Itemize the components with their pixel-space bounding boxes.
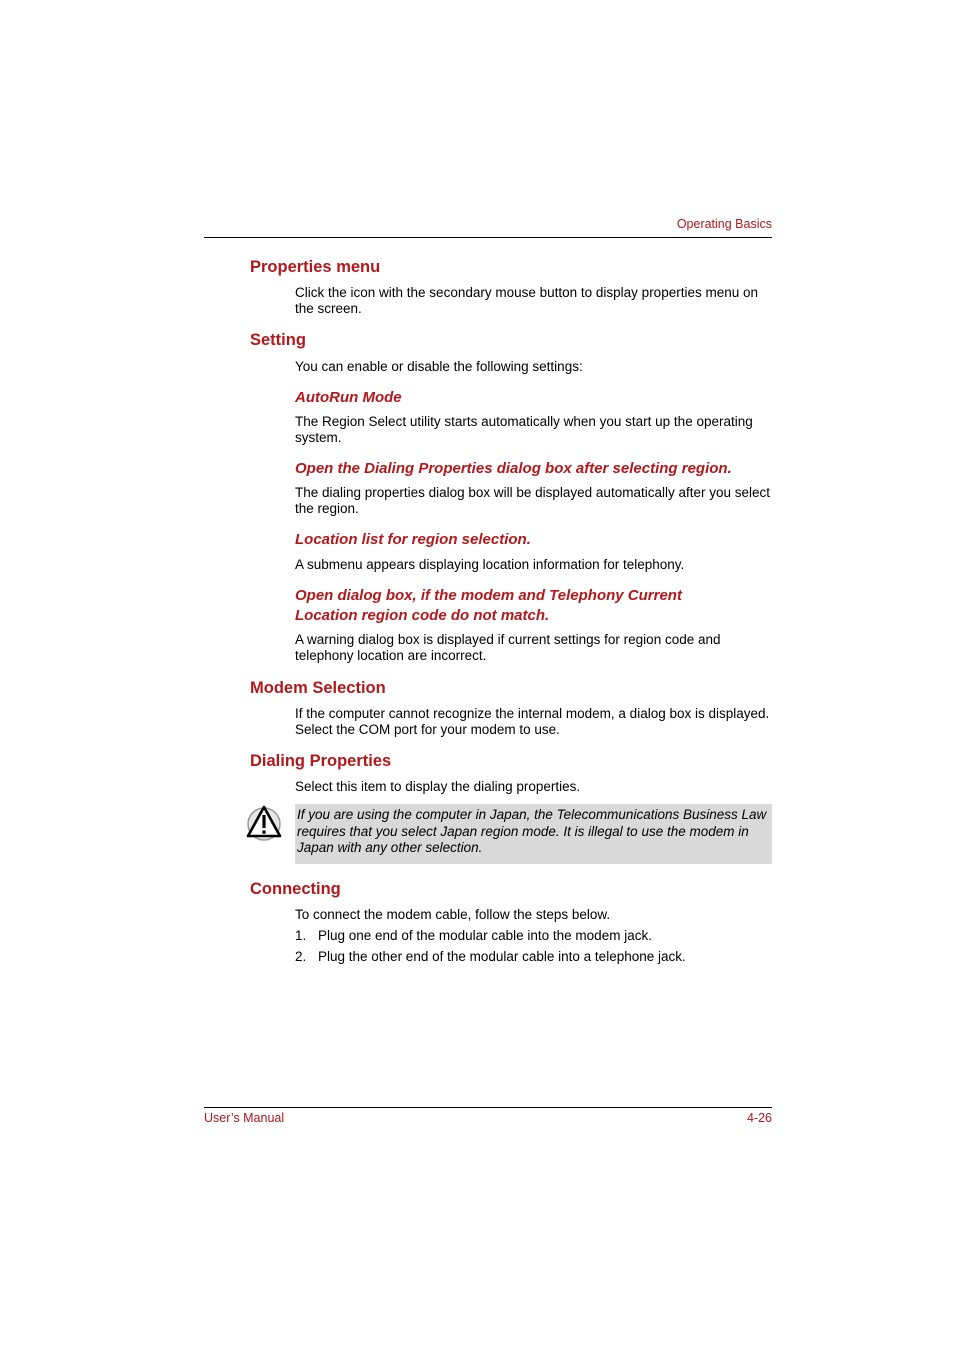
paragraph-modem-selection: If the computer cannot recognize the internal modem, a dialog box is displayed. Select the COM port for your modem to use.: [295, 706, 770, 737]
heading-dialing-properties: Dialing Properties: [250, 752, 392, 770]
caution-note-text: If you are using the computer in Japan, the Telecommunications Business Law requires that you select Japan region mode. It is illegal to use the modem in Japan with any other selection.: [297, 807, 767, 855]
paragraph-setting-intro: You can enable or disable the following settings:: [295, 359, 583, 374]
list-item-text: Plug the other end of the modular cable into a telephone jack.: [318, 949, 686, 964]
footer-rule: [204, 1107, 772, 1108]
paragraph-autorun-mode: The Region Select utility starts automatically when you start up the operating system.: [295, 414, 753, 445]
heading-setting: Setting: [250, 331, 306, 349]
list-item-number: 1.: [295, 928, 307, 943]
heading-modem-selection: Modem Selection: [250, 679, 386, 697]
subheading-open-dialog-box: Open dialog box, if the modem and Telephony Current Location region code do not match.: [295, 587, 682, 624]
subheading-location-list: Location list for region selection.: [295, 531, 531, 548]
paragraph-open-dialog-box: A warning dialog box is displayed if current settings for region code and telephony location are incorrect.: [295, 632, 721, 663]
paragraph-location-list: A submenu appears displaying location information for telephony.: [295, 557, 685, 572]
warning-triangle-icon: [246, 804, 282, 842]
running-header: Operating Basics: [676, 217, 772, 231]
paragraph-dialing-properties: Select this item to display the dialing properties.: [295, 779, 581, 794]
paragraph-properties-menu: Click the icon with the secondary mouse button to display properties menu on the screen.: [295, 285, 759, 316]
header-rule: [204, 237, 772, 238]
footer-page-number: 4-26: [746, 1111, 772, 1125]
paragraph-open-dialing-properties: The dialing properties dialog box will be displayed automatically after you select the region.: [295, 485, 771, 516]
subheading-autorun-mode: AutoRun Mode: [295, 389, 402, 406]
subheading-open-dialing-properties: Open the Dialing Properties dialog box after selecting region.: [295, 460, 732, 477]
list-item-text: Plug one end of the modular cable into the modem jack.: [318, 928, 652, 943]
footer-manual-title: User’s Manual: [204, 1111, 285, 1125]
list-item-number: 2.: [295, 949, 307, 964]
heading-properties-menu: Properties menu: [250, 258, 381, 276]
paragraph-connecting-intro: To connect the modem cable, follow the steps below.: [295, 907, 611, 922]
heading-connecting: Connecting: [250, 880, 341, 898]
